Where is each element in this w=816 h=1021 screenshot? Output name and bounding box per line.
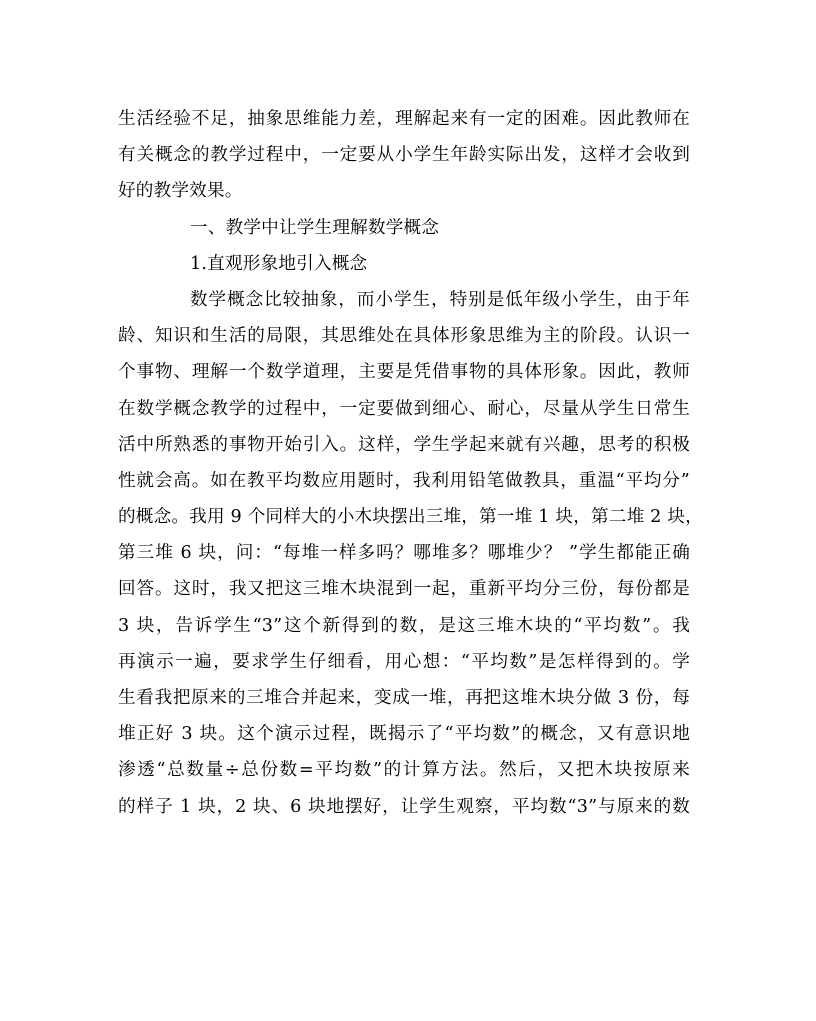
paragraph-line: 好的教学效果。 <box>118 181 243 202</box>
paragraph-line: 的样子 1 块，2 块、6 块地摆好，让学生观察，平均数“3”与原来的数 <box>118 796 690 817</box>
paragraph-line: 第三堆 6 块，问：“每堆一样多吗？哪堆多？哪堆少？ ”学生都能正确 <box>118 543 690 564</box>
document-body <box>118 101 703 825</box>
paragraph-line: 龄、知识和生活的局限，其思维处在具体形象思维为主的阶段。认识一 <box>118 326 690 347</box>
section-heading: 一、教学中让学生理解数学概念 <box>190 217 440 238</box>
paragraph-line: 有关概念的教学过程中，一定要从小学生年龄实际出发，这样才会收到 <box>118 145 690 166</box>
paragraph-line: 渗透“总数量÷总份数=平均数”的计算方法。然后，又把木块按原来 <box>118 760 690 781</box>
subsection-heading: 1.直观形象地引入概念 <box>190 253 368 274</box>
paragraph-line: 再演示一遍，要求学生仔细看，用心想：“平均数”是怎样得到的。学 <box>118 651 690 672</box>
paragraph-line: 在数学概念教学的过程中，一定要做到细心、耐心，尽量从学生日常生 <box>118 398 690 419</box>
paragraph-line: 个事物、理解一个数学道理，主要是凭借事物的具体形象。因此，教师 <box>118 362 690 383</box>
paragraph-line: 生看我把原来的三堆合并起来，变成一堆，再把这堆木块分做 3 份，每 <box>118 688 690 708</box>
paragraph-line: 的概念。我用 9 个同样大的小木块摆出三堆，第一堆 1 块，第二堆 2 块， <box>118 507 703 528</box>
paragraph-line: 堆正好 3 块。这个演示过程，既揭示了“平均数”的概念，又有意识地 <box>118 724 690 745</box>
paragraph-line: 回答。这时，我又把这三堆木块混到一起，重新平均分三份，每份都是 <box>118 579 690 600</box>
paragraph-line: 生活经验不足，抽象思维能力差，理解起来有一定的困难。因此教师在 <box>118 109 690 129</box>
paragraph-line: 性就会高。如在教平均数应用题时，我利用铅笔做教具，重温“平均分” <box>118 470 690 491</box>
paragraph-line: 3 块，告诉学生“3”这个新得到的数，是这三堆木块的“平均数”。我 <box>118 615 690 636</box>
paragraph-line: 数学概念比较抽象，而小学生，特别是低年级小学生，由于年 <box>190 289 690 310</box>
paragraph-line: 活中所熟悉的事物开始引入。这样，学生学起来就有兴趣，思考的积极 <box>118 434 690 455</box>
